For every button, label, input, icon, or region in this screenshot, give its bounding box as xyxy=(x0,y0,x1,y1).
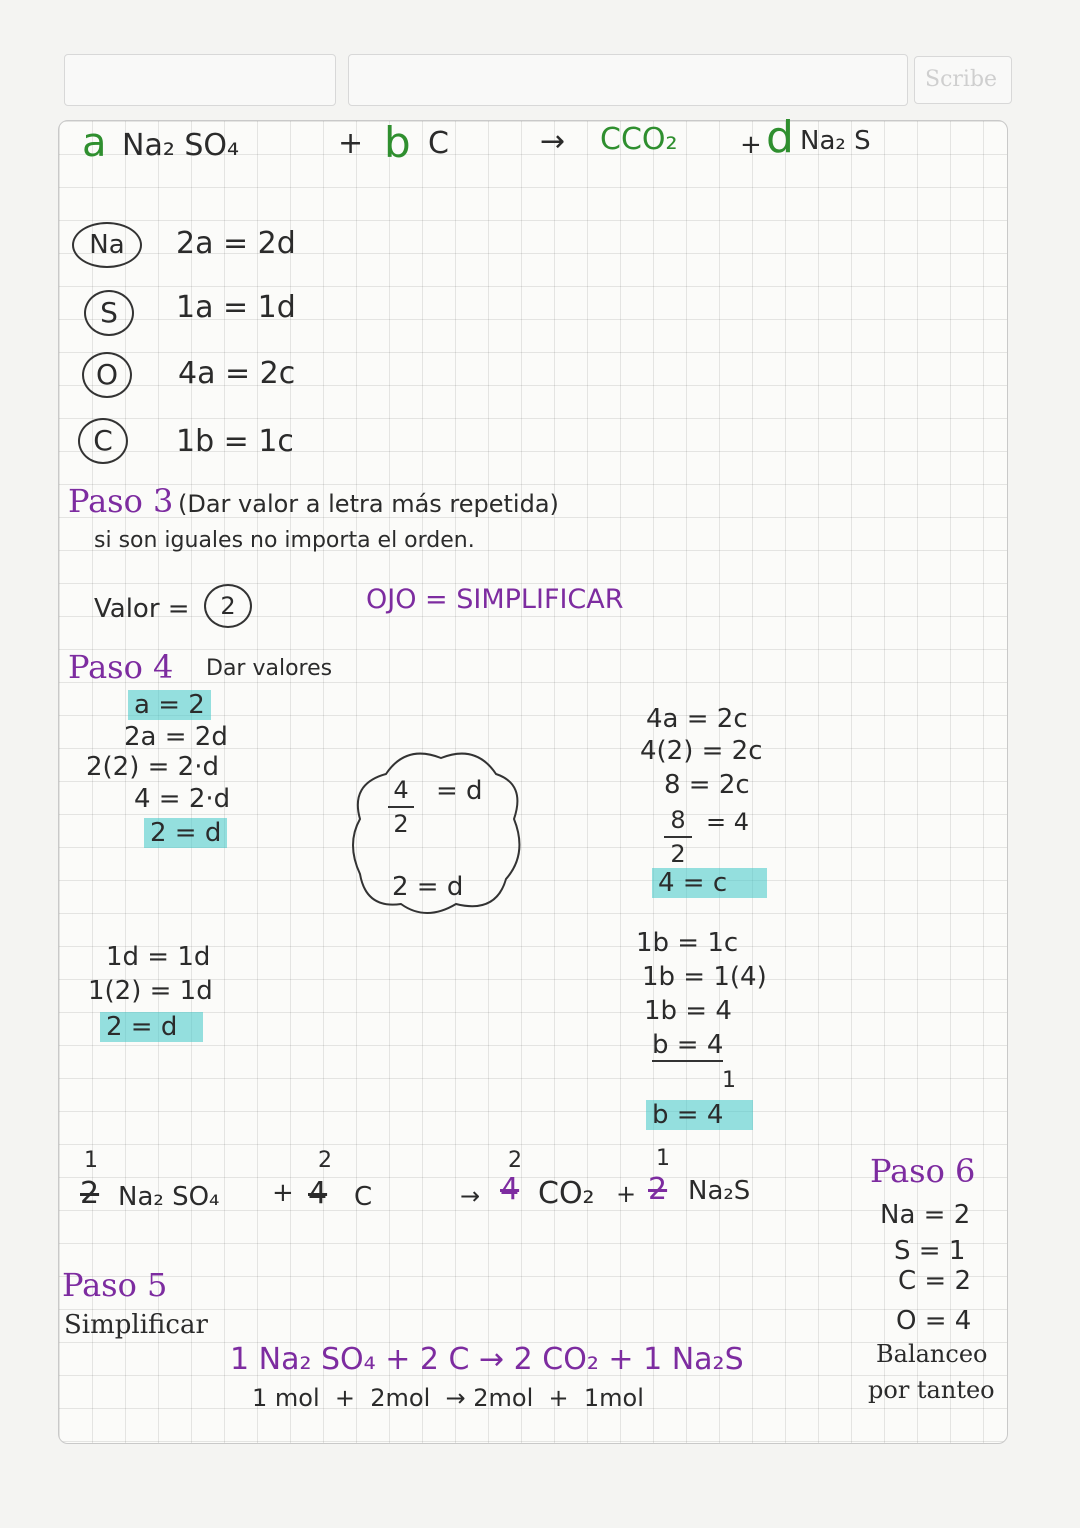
paso6-c: C = 2 xyxy=(898,1266,972,1296)
header-field-left xyxy=(64,54,336,106)
new-coef-1: 1 xyxy=(84,1148,98,1173)
d-step-1: 1d = 1d xyxy=(106,942,211,972)
c-frac-den: 2 xyxy=(670,840,686,868)
mole-ratio: 1 mol + 2mol → 2mol + 1mol xyxy=(252,1384,644,1412)
simplified-equation: 1 Na₂ SO₄ + 2 C → 2 CO₂ + 1 Na₂S xyxy=(230,1342,744,1377)
fraction-bar xyxy=(388,806,414,808)
crossed-co2: CO₂ xyxy=(538,1176,595,1211)
element-s-circle: S xyxy=(84,290,134,336)
paso6-o: O = 4 xyxy=(896,1306,972,1336)
element-o-circle: O xyxy=(82,352,132,398)
crossed-arrow: → xyxy=(460,1182,481,1210)
new-coef-3: 2 xyxy=(508,1148,522,1173)
c-step-3: 8 = 2c xyxy=(664,770,750,800)
valor-label: Valor = xyxy=(94,594,190,624)
a-result: 2 = d xyxy=(144,818,227,848)
a-equals-2: a = 2 xyxy=(128,690,211,720)
coef-a: a xyxy=(82,120,107,166)
paso6-balanceo: Balanceo xyxy=(876,1340,988,1368)
paso4-note: Dar valores xyxy=(206,656,333,681)
header-field-middle xyxy=(348,54,908,106)
crossed-plus-1: + xyxy=(272,1178,294,1208)
crossed-plus-2: + xyxy=(616,1180,637,1208)
old-coef-4: 2 xyxy=(648,1172,668,1207)
a-step-1: 2a = 2d xyxy=(124,722,228,752)
scribe-box xyxy=(914,56,1012,104)
balance-c: 1b = 1c xyxy=(176,424,294,459)
a-step-3: 4 = 2·d xyxy=(134,784,231,814)
cloud-eq: = d xyxy=(436,776,483,806)
paso3-title: Paso 3 xyxy=(68,482,174,520)
reactant-c: C xyxy=(428,126,449,161)
c-frac-bar xyxy=(664,836,692,838)
paso6-title: Paso 6 xyxy=(870,1152,976,1190)
ojo-simplificar: OJO = SIMPLIFICAR xyxy=(366,584,624,615)
d-step-2: 1(2) = 1d xyxy=(88,976,213,1006)
c-frac-num: 8 xyxy=(670,806,686,834)
plus-sign: + xyxy=(338,126,364,161)
paso3-note2: si son iguales no importa el orden. xyxy=(94,528,475,553)
crossed-na2so4: Na₂ SO₄ xyxy=(118,1182,220,1212)
product-co2: CCO₂ xyxy=(600,122,678,157)
b-step-3: 1b = 4 xyxy=(644,996,732,1026)
element-na-circle: Na xyxy=(72,222,142,268)
old-coef-3: 4 xyxy=(500,1172,520,1207)
c-step-2: 4(2) = 2c xyxy=(640,736,763,766)
reactant-na2so4: Na₂ SO₄ xyxy=(122,128,240,163)
c-step-1: 4a = 2c xyxy=(646,704,748,734)
cloud-denominator: 2 xyxy=(393,810,409,838)
balance-na: 2a = 2d xyxy=(176,226,296,261)
c-fraction xyxy=(664,806,692,868)
new-coef-2: 2 xyxy=(318,1148,332,1173)
paso6-na: Na = 2 xyxy=(880,1200,971,1230)
cloud-fraction xyxy=(388,776,414,838)
paso6-s: S = 1 xyxy=(894,1236,966,1266)
scribe-label: Scribe xyxy=(925,67,998,92)
crossed-na2s: Na₂S xyxy=(688,1176,751,1206)
new-coef-4: 1 xyxy=(656,1146,670,1171)
a-step-2: 2(2) = 2·d xyxy=(86,752,219,782)
b-denominator: 1 xyxy=(722,1068,736,1093)
paso3-note1: (Dar valor a letra más repetida) xyxy=(178,490,559,518)
reaction-arrow: → xyxy=(540,124,566,159)
paso5-subtitle: Simplificar xyxy=(64,1310,208,1340)
old-coef-1: 2 xyxy=(80,1176,100,1211)
paso6-tanteo: por tanteo xyxy=(868,1376,995,1404)
cloud-numerator: 4 xyxy=(393,776,409,804)
c-frac-eq: = 4 xyxy=(706,808,750,836)
valor-circle: 2 xyxy=(204,584,252,628)
paso4-title: Paso 4 xyxy=(68,648,174,686)
coef-d: d xyxy=(766,112,794,163)
coef-b: b xyxy=(384,118,411,167)
balance-o: 4a = 2c xyxy=(178,356,296,391)
b-step-4: b = 4 xyxy=(652,1030,724,1060)
b-result: b = 4 xyxy=(646,1100,753,1130)
b-step-2: 1b = 1(4) xyxy=(642,962,767,992)
element-c-circle: C xyxy=(78,418,128,464)
d-result: 2 = d xyxy=(100,1012,203,1042)
cloud-result: 2 = d xyxy=(392,872,464,902)
c-result: 4 = c xyxy=(652,868,767,898)
plus-sign-2: + xyxy=(740,130,762,160)
product-na2s: Na₂ S xyxy=(800,126,871,156)
old-coef-2: 4 xyxy=(308,1176,328,1211)
paso5-title: Paso 5 xyxy=(62,1266,168,1304)
balance-s: 1a = 1d xyxy=(176,290,296,325)
crossed-c: C xyxy=(354,1182,373,1212)
b-step-1: 1b = 1c xyxy=(636,928,739,958)
